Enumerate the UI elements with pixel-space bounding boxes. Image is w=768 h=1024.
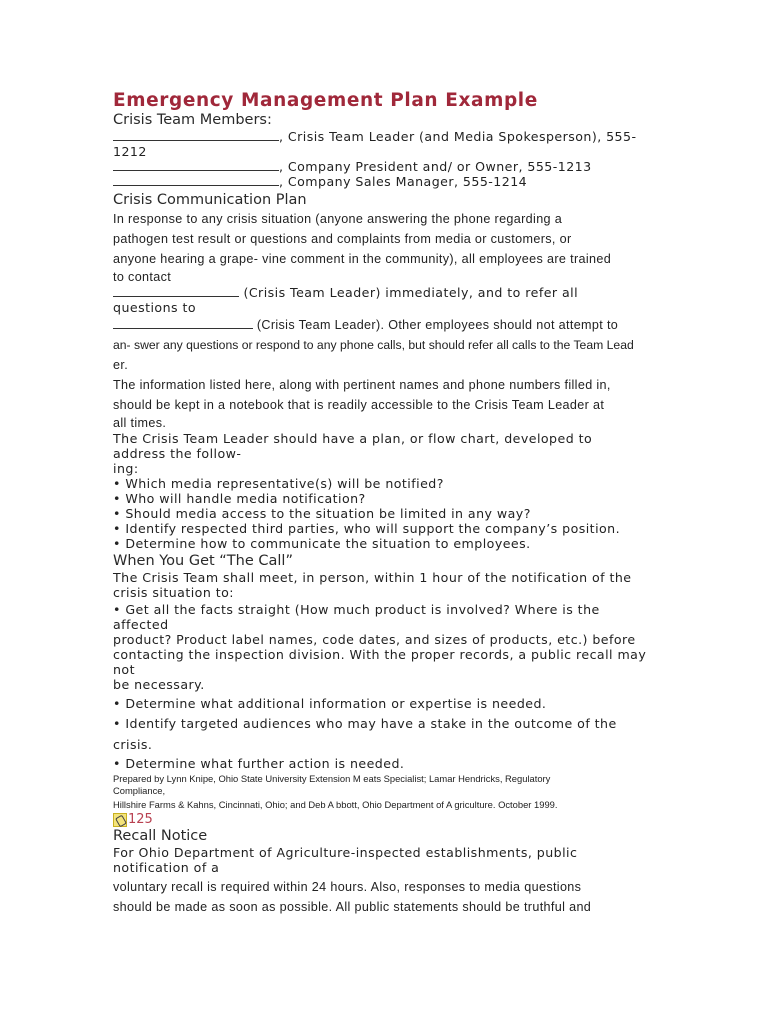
text-line: affected xyxy=(113,617,169,632)
list-item: • Which media representative(s) will be notified? xyxy=(113,476,444,491)
list-item: • Get all the facts straight (How much product is involved? Where is the xyxy=(113,602,600,617)
text-line: should be made as soon as possible. All public statements should be truthful and xyxy=(113,900,592,914)
text-line: contacting the inspection division. With the proper records, a public recall may xyxy=(113,647,647,662)
text-line: not xyxy=(113,662,135,677)
crisis-team-row-2: , Company President and/ or Owner, 555-1213 xyxy=(279,159,592,174)
crisis-team-list xyxy=(113,129,658,189)
text-line: For Ohio Department of Agriculture-inspected establishments, public xyxy=(113,845,578,860)
list-item: • Who will handle media notification? xyxy=(113,491,366,506)
text-line: In response to any crisis situation (anyone answering the phone regarding a xyxy=(113,212,563,226)
document-title: Emergency Management Plan Example xyxy=(113,90,538,111)
text-line: an- swer any questions or respond to any phone calls, but should refer all calls to the Team Lead xyxy=(113,338,634,352)
text-line: anyone hearing a grape- vine comment in the community), all employees are trained xyxy=(113,252,612,266)
text-line: address the follow- xyxy=(113,446,242,461)
page-number-row xyxy=(113,811,658,828)
text-line: er. xyxy=(113,358,129,372)
footer-credits xyxy=(113,773,658,811)
text-line: pathogen test result or questions and complaints from media or customers, or xyxy=(113,232,572,246)
recall-heading: Recall Notice xyxy=(113,828,208,844)
list-item: • Determine how to communicate the situation to employees. xyxy=(113,536,531,551)
crisis-team-row-1-cont: 1212 xyxy=(113,144,147,159)
crisis-team-heading: Crisis Team Members: xyxy=(113,112,272,128)
text-line: Hillshire Farms & Kahns, Cincinnati, Ohio; and Deb A bbott, Ohio Department of A griculture. October 1999. xyxy=(113,799,558,810)
blank-line xyxy=(113,129,279,141)
text-line: should be kept in a notebook that is readily accessible to the Crisis Team Leader at xyxy=(113,398,605,412)
text-line: notification of a xyxy=(113,860,220,875)
the-call-section xyxy=(113,570,658,773)
text-line: to contact xyxy=(113,270,172,284)
blank-line xyxy=(113,317,253,329)
text-line: The information listed here, along with pertinent names and phone numbers filled in, xyxy=(113,378,611,392)
text-line: Prepared by Lynn Knipe, Ohio State University Extension M eats Specialist; Lamar Hendricks, Regulatory xyxy=(113,773,551,784)
list-item: • Determine what additional information or expertise is needed. xyxy=(113,696,547,711)
the-call-heading: When You Get “The Call” xyxy=(113,553,293,569)
text-line: (Crisis Team Leader). Other employees should not attempt to xyxy=(253,318,619,332)
list-item: • Identify targeted audiences who may have a stake in the outcome of the xyxy=(113,716,617,731)
page-number: 125 xyxy=(128,812,153,827)
text-line: The Crisis Team shall meet, in person, within 1 hour of the notification of the xyxy=(113,570,632,585)
communication-paragraph-2 xyxy=(113,375,658,431)
list-item: • Identify respected third parties, who will support the company’s position. xyxy=(113,521,621,536)
communication-heading: Crisis Communication Plan xyxy=(113,192,307,208)
blank-line xyxy=(113,285,239,297)
pushpin-icon xyxy=(113,813,127,827)
document-page xyxy=(113,90,658,917)
communication-paragraph-1 xyxy=(113,209,658,375)
text-line: questions to xyxy=(113,300,197,315)
crisis-team-row-3: , Company Sales Manager, 555-1214 xyxy=(279,174,528,189)
recall-section xyxy=(113,845,658,875)
text-line: The Crisis Team Leader should have a plan, or flow chart, developed to xyxy=(113,431,593,446)
text-line: (Crisis Team Leader) immediately, and to refer all xyxy=(239,285,579,300)
list-item: • Should media access to the situation be limited in any way? xyxy=(113,506,531,521)
text-line: ing: xyxy=(113,461,139,476)
text-line: all times. xyxy=(113,416,167,430)
text-line: crisis situation to: xyxy=(113,585,234,600)
text-line: Compliance, xyxy=(113,785,166,796)
text-line: be necessary. xyxy=(113,677,205,692)
text-line: voluntary recall is required within 24 hours. Also, responses to media questions xyxy=(113,880,582,894)
blank-line xyxy=(113,174,279,186)
crisis-team-row-1: , Crisis Team Leader (and Media Spokesperson), 555- xyxy=(279,129,637,144)
blank-line xyxy=(113,159,279,171)
text-line: product? Product label names, code dates, and sizes of products, etc.) before xyxy=(113,632,636,647)
text-line: crisis. xyxy=(113,737,153,752)
communication-paragraph-3 xyxy=(113,431,658,551)
list-item: • Determine what further action is needed. xyxy=(113,756,405,771)
